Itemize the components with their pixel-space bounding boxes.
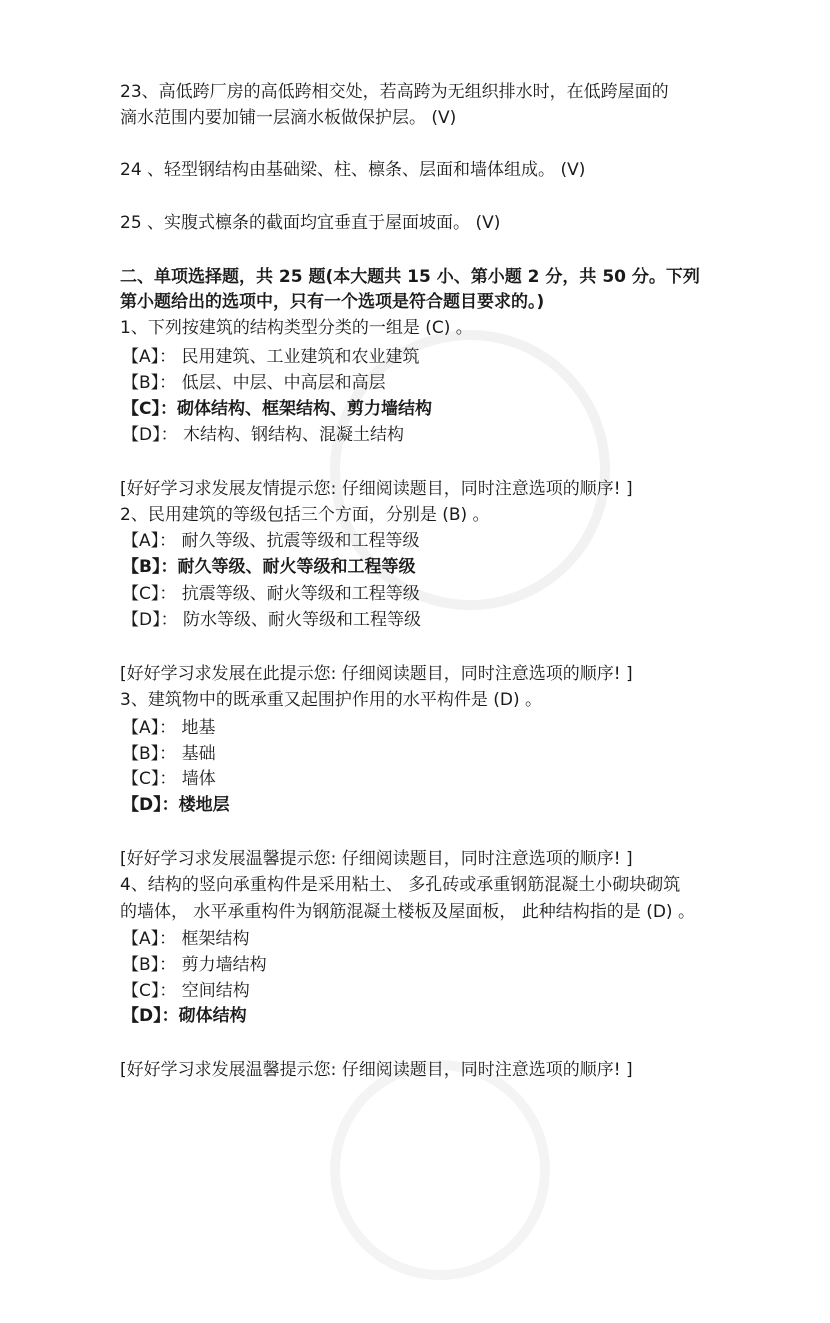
q1-option-a: 【A】： 民用建筑、工业建筑和农业建筑 — [122, 347, 420, 367]
tf-23-line1: 23、高低跨厂房的高低跨相交处，若高跨为无组织排水时，在低跨屋面的 — [120, 82, 669, 102]
q2-option-a: 【A】： 耐久等级、抗震等级和工程等级 — [122, 531, 420, 551]
tf-25: 25 、实腹式檩条的截面均宜垂直于屋面坡面。 (V) — [120, 213, 501, 233]
question-2: 2、民用建筑的等级包括三个方面，分别是 (B) 。 — [120, 505, 490, 525]
q4-option-c: 【C】： 空间结构 — [122, 981, 250, 1001]
q4-tip: [好好学习求发展温馨提示您: 仔细阅读题目，同时注意选项的顺序! ] — [120, 1060, 633, 1080]
q2-tip: [好好学习求发展在此提示您: 仔细阅读题目，同时注意选项的顺序! ] — [120, 664, 633, 684]
q3-tip: [好好学习求发展温馨提示您: 仔细阅读题目，同时注意选项的顺序! ] — [120, 849, 633, 869]
q3-option-b: 【B】： 基础 — [122, 744, 216, 764]
q2-option-b-answer: 【B】：耐久等级、耐火等级和工程等级 — [122, 557, 416, 577]
question-3: 3、建筑物中的既承重又起围护作用的水平构件是 (D) 。 — [120, 690, 542, 710]
q1-tip: [好好学习求发展友情提示您: 仔细阅读题目，同时注意选项的顺序! ] — [120, 479, 633, 499]
q3-option-a: 【A】： 地基 — [122, 718, 216, 738]
q1-option-c-answer: 【C】：砌体结构、框架结构、剪力墙结构 — [122, 399, 432, 419]
q4-option-d-answer: 【D】：砌体结构 — [122, 1006, 247, 1026]
tf-24: 24 、轻型钢结构由基础梁、柱、檩条、层面和墙体组成。 (V) — [120, 160, 586, 180]
q4-option-a: 【A】： 框架结构 — [122, 929, 250, 949]
section-title-line1: 二、单项选择题，共 25 题(本大题共 15 小、第小题 2 分，共 50 分。下列 — [120, 267, 700, 287]
tf-23-line2: 滴水范围内要加铺一层滴水板做保护层。 (V) — [120, 108, 457, 128]
q1-option-b: 【B】： 低层、中层、中高层和高层 — [122, 373, 386, 393]
question-4-line1: 4、结构的竖向承重构件是采用粘土、 多孔砖或承重钢筋混凝土小砌块砌筑 — [120, 875, 681, 895]
q2-option-d: 【D】： 防水等级、耐火等级和工程等级 — [122, 610, 421, 630]
question-4-line2: 的墙体， 水平承重构件为钢筋混凝土楼板及屋面板， 此种结构指的是 (D) 。 — [120, 902, 695, 922]
q2-option-c: 【C】： 抗震等级、耐火等级和工程等级 — [122, 584, 420, 604]
q3-option-c: 【C】： 墙体 — [122, 769, 216, 789]
q3-option-d-answer: 【D】：楼地层 — [122, 795, 230, 815]
q4-option-b: 【B】： 剪力墙结构 — [122, 955, 267, 975]
q1-option-d: 【D】： 木结构、钢结构、混凝土结构 — [122, 425, 404, 445]
question-1: 1、下列按建筑的结构类型分类的一组是 (C) 。 — [120, 318, 473, 338]
section-title-line2: 第小题给出的选项中，只有一个选项是符合题目要求的。) — [120, 292, 545, 312]
